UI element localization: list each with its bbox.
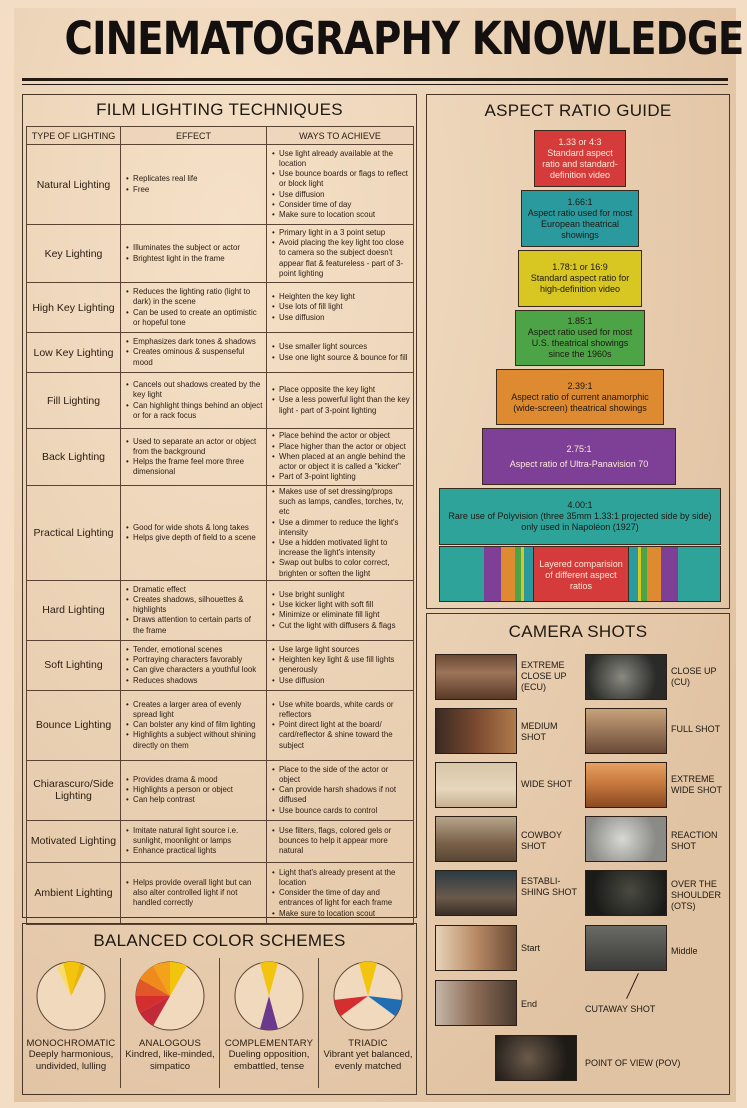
complementary-wheel-icon bbox=[233, 960, 305, 1032]
lighting-row bbox=[27, 145, 414, 225]
effect-bullet: • Enhance practical lights bbox=[126, 846, 263, 856]
aspect-ratio-value: 1.78:1 or 16:9 bbox=[552, 262, 608, 272]
aspect-ratio-value: 1.66:1 bbox=[567, 196, 593, 207]
col-header-type: TYPE OF LIGHTING bbox=[27, 127, 121, 145]
lighting-ways bbox=[267, 640, 414, 690]
lighting-effect bbox=[121, 580, 267, 640]
lighting-row bbox=[27, 760, 414, 820]
lighting-type: Bounce Lighting bbox=[27, 690, 121, 760]
ways-bullet: • Use lots of fill light bbox=[272, 302, 410, 312]
effect-bullet: • Creates shadows, silhouettes & highlights bbox=[126, 595, 263, 615]
ways-bullet: • Place opposite the key light bbox=[272, 385, 410, 395]
effect-bullet: • Emphasizes dark tones & shadows bbox=[126, 337, 263, 347]
aspect-ratio-desc: Aspect ratio used for most European theatrical showings bbox=[527, 207, 633, 240]
effect-bullet: • Imitate natural light source i.e. sunlight, moonlight or lamps bbox=[126, 826, 263, 846]
shot-label: CUTAWAY SHOT bbox=[585, 1004, 656, 1014]
effect-bullet: • Helps give depth of field to a scene bbox=[126, 533, 263, 543]
shot-label: End bbox=[521, 999, 538, 1009]
ways-bullet: • Place higher than the actor or object bbox=[272, 442, 410, 452]
effect-bullet: • Can give characters a youthful look bbox=[126, 665, 263, 675]
ways-bullet: • Consider time of day bbox=[272, 200, 410, 210]
ways-bullet: • Use diffusion bbox=[272, 676, 410, 686]
effect-bullet: • Draws attention to certain parts of the frame bbox=[126, 615, 263, 635]
ways-bullet: • Use large light sources bbox=[272, 645, 410, 655]
ways-bullet: • Use bounce cards to control bbox=[272, 806, 410, 816]
lighting-row bbox=[27, 283, 414, 333]
lighting-row bbox=[27, 690, 414, 760]
shot-thumbnail bbox=[435, 925, 517, 971]
ways-bullet: • Swap out bulbs to color correct, brighten or soften the light bbox=[272, 558, 410, 578]
lighting-ways bbox=[267, 690, 414, 760]
divider bbox=[219, 958, 220, 1088]
aspect-ratio-panel bbox=[426, 94, 730, 609]
shot-label: CLOSE UP (CU) bbox=[671, 666, 717, 687]
aspect-ratio-desc: Standard aspect ratio for high-definition video bbox=[530, 273, 630, 294]
effect-bullet: • Can highlight things behind an object or for a rack focus bbox=[126, 401, 263, 421]
lighting-effect bbox=[121, 333, 267, 373]
lighting-row bbox=[27, 373, 414, 429]
lighting-type: Back Lighting bbox=[27, 429, 121, 486]
lighting-type: Low Key Lighting bbox=[27, 333, 121, 373]
scheme-monochromatic bbox=[23, 960, 119, 1073]
shot-thumbnail bbox=[585, 654, 667, 700]
effect-bullet: • Reduces the lighting ratio (light to dark) in the scene bbox=[126, 287, 263, 307]
shot-thumbnail bbox=[585, 816, 667, 862]
aspect-ratio-value: 2.75:1 bbox=[566, 443, 592, 454]
lighting-table bbox=[26, 126, 414, 925]
cutaway-pointer bbox=[626, 973, 639, 999]
lighting-type: Soft Lighting bbox=[27, 640, 121, 690]
aspect-ratio-box bbox=[534, 130, 626, 187]
lighting-ways bbox=[267, 862, 414, 924]
shot-label: REACTION SHOT bbox=[671, 830, 718, 851]
lighting-row bbox=[27, 862, 414, 924]
aspect-ratio-box bbox=[521, 190, 639, 247]
shot-thumbnail bbox=[435, 762, 517, 808]
lighting-effect bbox=[121, 225, 267, 283]
shot-thumbnail bbox=[585, 762, 667, 808]
lighting-type: Natural Lighting bbox=[27, 145, 121, 225]
scheme-desc: Deeply harmonious, undivided, lulling bbox=[28, 1049, 114, 1072]
lighting-row bbox=[27, 580, 414, 640]
lighting-effect bbox=[121, 429, 267, 486]
aspect-ratio-value: 2.39:1 bbox=[567, 380, 593, 391]
scheme-desc: Kindred, like-minded, simpatico bbox=[125, 1049, 215, 1072]
ways-bullet: • Cut the light with diffusers & flags bbox=[272, 621, 410, 631]
effect-bullet: • Used to separate an actor or object from the background bbox=[126, 437, 263, 457]
lighting-effect bbox=[121, 145, 267, 225]
shot-thumbnail bbox=[585, 870, 667, 916]
shot-label: COWBOY SHOT bbox=[521, 830, 562, 851]
color-schemes-heading: BALANCED COLOR SCHEMES bbox=[93, 931, 346, 950]
ways-bullet: • Make sure to location scout bbox=[272, 210, 410, 220]
aspect-heading: ASPECT RATIO GUIDE bbox=[484, 101, 672, 120]
ways-bullet: • Use diffusion bbox=[272, 313, 410, 323]
lighting-effect bbox=[121, 640, 267, 690]
scheme-name: TRIADIC bbox=[348, 1038, 388, 1049]
lighting-ways bbox=[267, 225, 414, 283]
ways-bullet: • Light that's already present at the location bbox=[272, 868, 410, 888]
effect-bullet: • Creates ominous & suspenseful mood bbox=[126, 347, 263, 367]
ways-bullet: • Place behind the actor or object bbox=[272, 431, 410, 441]
lighting-effect bbox=[121, 283, 267, 333]
lighting-ways bbox=[267, 145, 414, 225]
ways-bullet: • Consider the time of day and entrances of light for each frame bbox=[272, 888, 410, 908]
lighting-type: Chiarascuro/Side Lighting bbox=[27, 760, 121, 820]
aspect-ratio-box bbox=[482, 428, 676, 485]
lighting-panel bbox=[22, 94, 417, 918]
layered-label: Layered comparision of different aspect ratios bbox=[539, 558, 623, 591]
ways-bullet: • Makes use of set dressing/props such as lamps, candles, torches, tv, etc bbox=[272, 487, 410, 518]
shot-thumbnail bbox=[435, 654, 517, 700]
effect-bullet: • Helps the frame feel more three dimensional bbox=[126, 457, 263, 477]
shot-thumbnail bbox=[585, 925, 667, 971]
lighting-heading: FILM LIGHTING TECHNIQUES bbox=[96, 100, 343, 119]
aspect-ratio-value: 1.85:1 bbox=[567, 316, 593, 326]
lighting-type: Motivated Lighting bbox=[27, 820, 121, 862]
effect-bullet: • Replicates real life bbox=[126, 174, 263, 184]
monochromatic-wheel-icon bbox=[35, 960, 107, 1032]
effect-bullet: • Can be used to create an optimistic or hopeful tone bbox=[126, 308, 263, 328]
shot-label: Middle bbox=[671, 946, 698, 956]
aspect-ratio-desc: Aspect ratio of current anamorphic (wide-screen) theatrical showings bbox=[511, 391, 649, 413]
aspect-ratio-desc: Rare use of Polyvision (three 35mm 1.33:1 projected side by side) only used in Napoléon (1927) bbox=[448, 511, 712, 532]
lighting-row bbox=[27, 333, 414, 373]
ways-bullet: • Can provide harsh shadows if not diffused bbox=[272, 785, 410, 805]
ways-bullet: • Use filters, flags, colored gels or bounces to help it appear more natural bbox=[272, 826, 410, 857]
aspect-ratio-value: 4.00:1 bbox=[567, 500, 593, 510]
effect-bullet: • Reduces shadows bbox=[126, 676, 263, 686]
effect-bullet: • Helps provide overall light but can also alter controlled light if not handled correctly bbox=[126, 878, 263, 909]
ways-bullet: • Avoid placing the key light too close to camera so the subject doesn't appear flat & featureless - part of 3-point lighting bbox=[272, 238, 410, 279]
lighting-row bbox=[27, 225, 414, 283]
ways-bullet: • Use white boards, white cards or reflectors bbox=[272, 700, 410, 720]
ways-bullet: • Use bright sunlight bbox=[272, 590, 410, 600]
divider bbox=[318, 958, 319, 1088]
lighting-row bbox=[27, 640, 414, 690]
ways-bullet: • Point direct light at the board/ card/reflector & shine toward the subject bbox=[272, 720, 410, 751]
lighting-ways bbox=[267, 760, 414, 820]
aspect-ratio-box bbox=[515, 310, 645, 366]
lighting-effect bbox=[121, 760, 267, 820]
effect-bullet: • Cancels out shadows created by the key light bbox=[126, 380, 263, 400]
shot-thumbnail bbox=[495, 1035, 577, 1081]
ways-bullet: • Use diffusion bbox=[272, 190, 410, 200]
effect-bullet: • Free bbox=[126, 185, 263, 195]
analogous-wheel-icon bbox=[134, 960, 206, 1032]
effect-bullet: • Good for wide shots & long takes bbox=[126, 523, 263, 533]
camera-shots-panel bbox=[426, 613, 730, 1095]
lighting-ways bbox=[267, 373, 414, 429]
ways-bullet: • When placed at an angle behind the actor or object it is called a "kicker" bbox=[272, 452, 410, 472]
lighting-type: High Key Lighting bbox=[27, 283, 121, 333]
scheme-name: COMPLEMENTARY bbox=[224, 1038, 314, 1049]
ways-bullet: • Make sure to location scout bbox=[272, 909, 410, 919]
shot-label: EXTREME WIDE SHOT bbox=[671, 774, 722, 795]
lighting-effect bbox=[121, 862, 267, 924]
aspect-ratio-desc: Standard aspect ratio and standard-definition video bbox=[542, 147, 618, 180]
lighting-effect bbox=[121, 373, 267, 429]
scheme-triadic bbox=[320, 960, 416, 1073]
title-rule-thin bbox=[22, 84, 728, 85]
shots-heading: CAMERA SHOTS bbox=[508, 622, 648, 641]
scheme-name: ANALOGOUS bbox=[139, 1038, 201, 1049]
scheme-desc: Vibrant yet balanced, evenly matched bbox=[323, 1049, 413, 1072]
aspect-ratio-desc: Aspect ratio of Ultra-Panavision 70 bbox=[509, 458, 649, 469]
scheme-complementary bbox=[221, 960, 317, 1073]
ways-bullet: • Heighten key light & use fill lights generously bbox=[272, 655, 410, 675]
lighting-effect bbox=[121, 486, 267, 581]
title-rule bbox=[22, 78, 728, 81]
ways-bullet: • Use smaller light sources bbox=[272, 342, 410, 352]
aspect-ratio-value: 1.33 or 4:3 bbox=[558, 136, 602, 147]
lighting-effect bbox=[121, 690, 267, 760]
col-header-ways: WAYS TO ACHIEVE bbox=[267, 127, 414, 145]
lighting-row bbox=[27, 486, 414, 581]
aspect-ratio-box bbox=[518, 250, 642, 307]
lighting-row bbox=[27, 429, 414, 486]
scheme-name: MONOCHROMATIC bbox=[26, 1038, 116, 1049]
color-schemes-panel bbox=[22, 923, 417, 1095]
ways-bullet: • Primary light in a 3 point setup bbox=[272, 228, 410, 238]
aspect-ratio-desc: Aspect ratio used for most U.S. theatrical showings since the 1960s bbox=[527, 327, 633, 359]
lighting-effect bbox=[121, 820, 267, 862]
lighting-ways bbox=[267, 580, 414, 640]
shot-thumbnail bbox=[435, 870, 517, 916]
ways-bullet: • Minimize or eliminate fill light bbox=[272, 610, 410, 620]
ways-bullet: • Use a hidden motivated light to increase the light's intensity bbox=[272, 538, 410, 558]
effect-bullet: • Dramatic effect bbox=[126, 585, 263, 595]
effect-bullet: • Illuminates the subject or actor bbox=[126, 243, 263, 253]
ways-bullet: • Part of 3-point lighting bbox=[272, 472, 410, 482]
effect-bullet: • Can bolster any kind of film lighting bbox=[126, 720, 263, 730]
lighting-type: Hard Lighting bbox=[27, 580, 121, 640]
col-header-effect: EFFECT bbox=[121, 127, 267, 145]
shot-thumbnail bbox=[435, 980, 517, 1026]
effect-bullet: • Tender, emotional scenes bbox=[126, 645, 263, 655]
triadic-wheel-icon bbox=[332, 960, 404, 1032]
layered-comparison bbox=[439, 546, 721, 602]
lighting-ways bbox=[267, 429, 414, 486]
effect-bullet: • Creates a larger area of evenly spread light bbox=[126, 700, 263, 720]
effect-bullet: • Brightest light in the frame bbox=[126, 254, 263, 264]
lighting-ways bbox=[267, 333, 414, 373]
aspect-ratio-box bbox=[496, 369, 664, 425]
ways-bullet: • Use a dimmer to reduce the light's intensity bbox=[272, 518, 410, 538]
shot-thumbnail bbox=[435, 816, 517, 862]
effect-bullet: • Highlights a person or object bbox=[126, 785, 263, 795]
shot-label: EXTREME CLOSE UP (ECU) bbox=[521, 660, 567, 692]
poster bbox=[14, 8, 744, 1102]
lighting-type: Fill Lighting bbox=[27, 373, 121, 429]
shot-thumbnail bbox=[435, 708, 517, 754]
lighting-type: Key Lighting bbox=[27, 225, 121, 283]
lighting-ways bbox=[267, 283, 414, 333]
shot-label: POINT OF VIEW (POV) bbox=[585, 1058, 681, 1068]
shot-label: FULL SHOT bbox=[671, 724, 721, 734]
lighting-ways bbox=[267, 820, 414, 862]
lighting-type: Ambient Lighting bbox=[27, 862, 121, 924]
effect-bullet: • Highlights a subject without shining directly on them bbox=[126, 730, 263, 750]
ways-bullet: • Use light already available at the location bbox=[272, 149, 410, 169]
effect-bullet: • Provides drama & mood bbox=[126, 775, 263, 785]
shot-label: OVER THE SHOULDER (OTS) bbox=[671, 879, 722, 911]
ways-bullet: • Place to the side of the actor or object bbox=[272, 765, 410, 785]
scheme-analogous bbox=[122, 960, 218, 1073]
lighting-ways bbox=[267, 486, 414, 581]
shot-label: Start bbox=[521, 943, 541, 953]
shot-label: ESTABLI-SHING SHOT bbox=[521, 876, 578, 897]
ways-bullet: • Use a less powerful light than the key light - part of 3-point lighting bbox=[272, 395, 410, 415]
ways-bullet: • Use bounce boards or flags to reflect or block light bbox=[272, 169, 410, 189]
page-title: CINEMATOGRAPHY KNOWLEDGE bbox=[64, 12, 744, 65]
lighting-type: Practical Lighting bbox=[27, 486, 121, 581]
ways-bullet: • Use kicker light with soft fill bbox=[272, 600, 410, 610]
divider bbox=[120, 958, 121, 1088]
ways-bullet: • Use one light source & bounce for fill bbox=[272, 353, 410, 363]
effect-bullet: • Portraying characters favorably bbox=[126, 655, 263, 665]
lighting-row bbox=[27, 820, 414, 862]
scheme-desc: Dueling opposition, embattled, tense bbox=[228, 1049, 310, 1072]
shot-label: MEDIUM SHOT bbox=[521, 721, 558, 742]
ways-bullet: • Heighten the key light bbox=[272, 292, 410, 302]
shot-label: WIDE SHOT bbox=[521, 779, 572, 789]
effect-bullet: • Can help contrast bbox=[126, 795, 263, 805]
aspect-ratio-box bbox=[439, 488, 721, 545]
shot-thumbnail bbox=[585, 708, 667, 754]
